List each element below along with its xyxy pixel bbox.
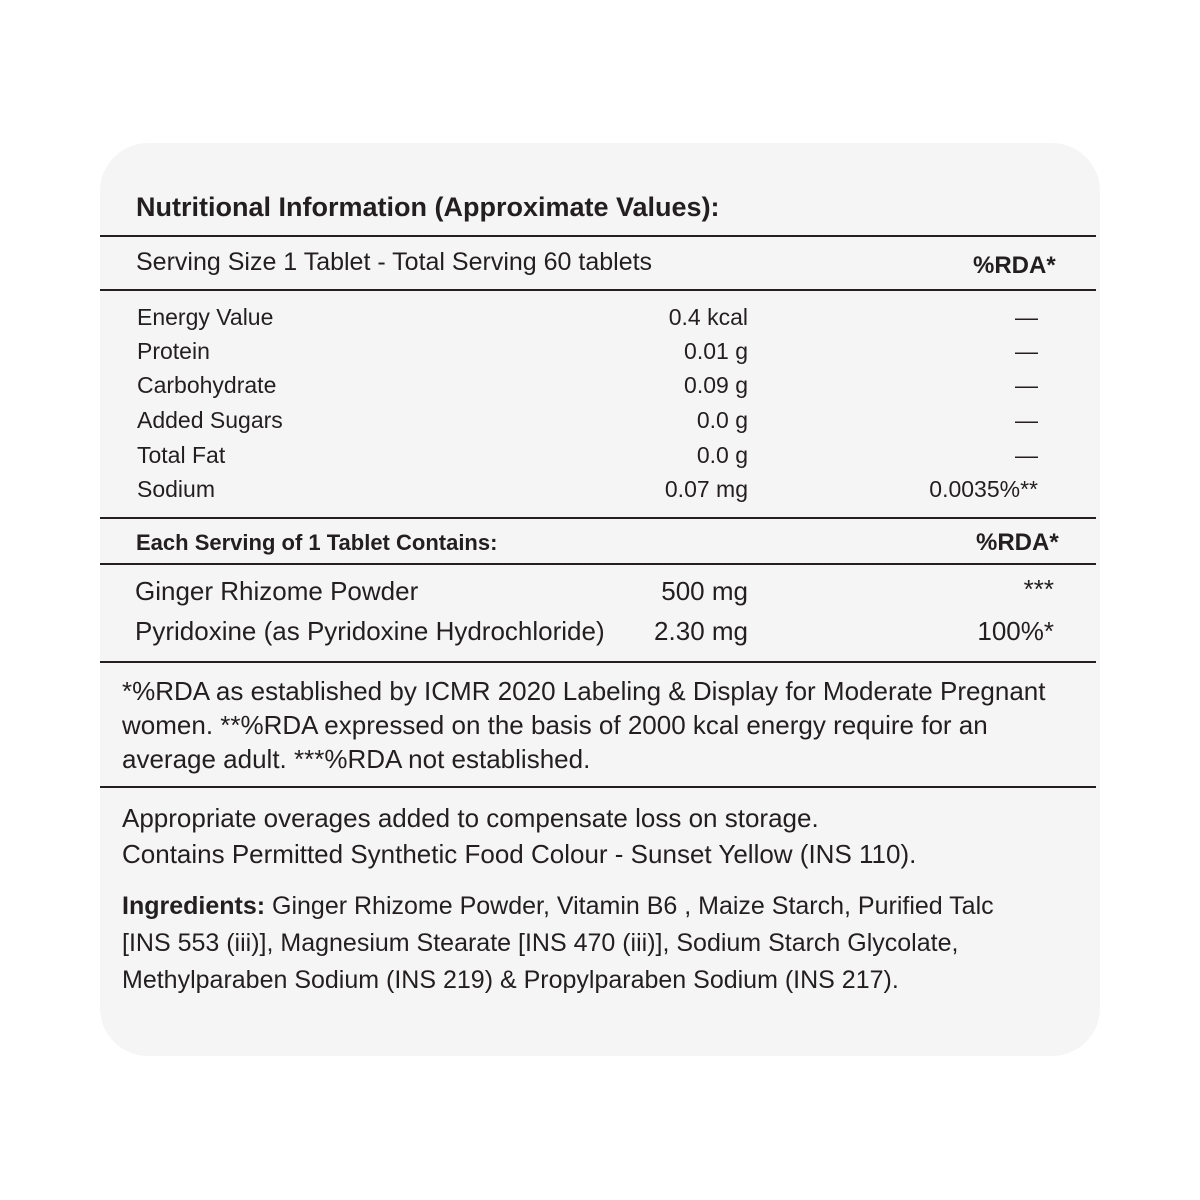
nutrient-name: Sodium xyxy=(137,476,215,502)
divider xyxy=(100,786,1096,788)
nutrient-amount: 0.09 g xyxy=(684,372,748,398)
page-title: Nutritional Information (Approximate Values): xyxy=(136,192,720,222)
ingredient-rda: *** xyxy=(1023,574,1054,604)
nutrient-name: Added Sugars xyxy=(137,407,283,433)
nutrient-rda: — xyxy=(1015,338,1038,364)
rda-column-header: %RDA* xyxy=(976,529,1059,556)
ingredient-amount: 2.30 mg xyxy=(654,616,748,646)
ingredients-list xyxy=(122,888,1022,999)
colour-note: Contains Permitted Synthetic Food Colour - Sunset Yellow (INS 110). xyxy=(122,839,917,869)
nutrient-rda: — xyxy=(1015,407,1038,433)
storage-note xyxy=(122,800,916,872)
nutrient-amount: 0.0 g xyxy=(696,407,748,433)
divider xyxy=(100,289,1096,291)
overage-note: Appropriate overages added to compensate loss on storage. xyxy=(122,803,819,833)
nutrient-name: Total Fat xyxy=(137,442,226,468)
ingredients-label: Ingredients: xyxy=(122,892,266,920)
divider xyxy=(100,517,1096,519)
divider xyxy=(100,661,1096,663)
nutrient-rda: — xyxy=(1015,304,1038,330)
nutrient-amount: 0.4 kcal xyxy=(668,304,748,330)
nutrient-amount: 0.07 mg xyxy=(664,476,748,502)
nutrient-rda: — xyxy=(1015,442,1038,468)
nutrient-amount: 0.0 g xyxy=(696,442,748,468)
divider xyxy=(100,563,1096,565)
ingredient-amount: 500 mg xyxy=(661,576,748,606)
ingredients-text: Ginger Rhizome Powder, Vitamin B6 , Maize Starch, Purified Talc [INS 553 (iii)], Magnesium Stearate [INS 470 (iii)], Sodium Starch Glycolate, Methylparaben Sodium (INS 219) & Propylparaben Sodium (INS 217). xyxy=(122,892,994,994)
nutrient-rda: 0.0035%** xyxy=(929,476,1038,502)
nutrient-name: Protein xyxy=(137,338,210,364)
divider xyxy=(100,235,1096,237)
contents-heading: Each Serving of 1 Tablet Contains: xyxy=(136,530,498,555)
nutrient-amount: 0.01 g xyxy=(684,338,748,364)
ingredient-rda: 100%* xyxy=(977,616,1054,646)
serving-size-label: Serving Size 1 Tablet - Total Serving 60 tablets xyxy=(136,248,653,276)
rda-column-header: %RDA* xyxy=(973,252,1056,279)
nutrient-rda: — xyxy=(1015,372,1038,398)
ingredient-name: Pyridoxine (as Pyridoxine Hydrochloride) xyxy=(135,616,605,646)
nutrient-name: Carbohydrate xyxy=(137,372,277,398)
rda-footnote: *%RDA as established by ICMR 2020 Labeling & Display for Moderate Pregnant women. **%RDA expressed on the basis of 2000 kcal energy require for an average adult. ***%RDA not established. xyxy=(122,676,1046,774)
ingredient-name: Ginger Rhizome Powder xyxy=(135,576,419,606)
nutrient-name: Energy Value xyxy=(137,304,274,330)
